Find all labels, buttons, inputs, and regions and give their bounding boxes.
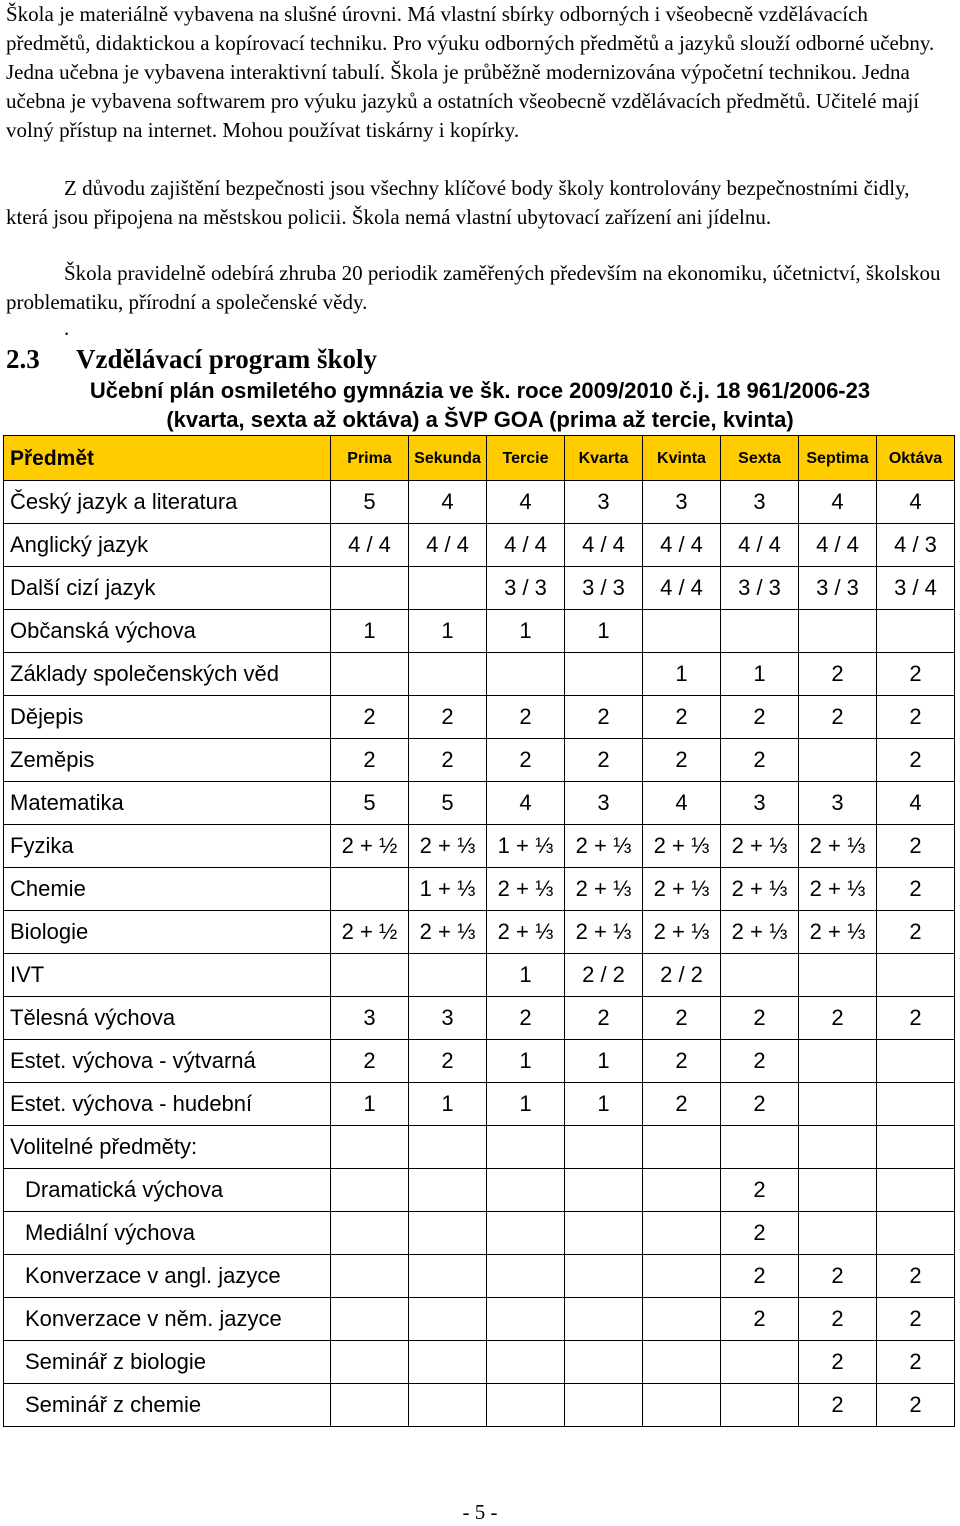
hours-cell: 2 [409,1040,487,1083]
table-title-line1: Učební plán osmiletého gymnázia ve šk. roce 2009/2010 č.j. 18 961/2006-23 [89,378,871,403]
section-number: 2.3 [6,344,40,374]
hours-cell: 2 / 2 [643,954,721,997]
hours-cell: 3 / 3 [565,567,643,610]
hours-cell [487,1126,565,1169]
hours-cell [643,1169,721,1212]
hours-cell [409,1255,487,1298]
hours-cell: 2 [565,739,643,782]
table-row [4,481,955,524]
hours-cell [877,1040,955,1083]
header-year: Sekunda [409,436,487,481]
table-row [4,782,955,825]
hours-cell: 4 / 4 [643,524,721,567]
hours-cell [643,1212,721,1255]
hours-cell [799,1212,877,1255]
hours-cell [487,1212,565,1255]
hours-cell: 1 [487,610,565,653]
table-row [4,524,955,567]
hours-cell: 4 / 4 [565,524,643,567]
hours-cell: 2 + ⅓ [799,911,877,954]
hours-cell: 3 [409,997,487,1040]
hours-cell [643,1341,721,1384]
hours-cell [877,1083,955,1126]
hours-cell: 3 [721,481,799,524]
hours-cell [487,1341,565,1384]
hours-cell [799,610,877,653]
paragraph-security-text: Z důvodu zajištění bezpečnosti jsou všechny klíčové body školy kontrolovány bezpečnostními čidly, která jsou připojena na městskou policii. Škola nemá vlastní ubytovací zařízení ani jídelnu. [6,176,910,229]
hours-cell: 4 / 3 [877,524,955,567]
hours-cell: 1 [409,610,487,653]
hours-cell: 2 + ⅓ [643,911,721,954]
hours-cell [487,1384,565,1427]
hours-cell [877,954,955,997]
hours-cell: 2 [331,696,409,739]
hours-cell: 2 + ⅓ [565,868,643,911]
subject-cell: Estet. výchova - hudební [4,1083,331,1126]
hours-cell [721,1126,799,1169]
hours-cell [799,1126,877,1169]
hours-cell: 2 [721,1040,799,1083]
hours-cell: 1 [565,1083,643,1126]
hours-cell: 2 [799,1255,877,1298]
section-heading [6,344,377,375]
hours-cell: 2 [877,911,955,954]
table-row [4,1126,955,1169]
hours-cell [643,1298,721,1341]
hours-cell: 2 [877,1298,955,1341]
table-header-row [4,436,955,481]
hours-cell: 2 + ⅓ [565,911,643,954]
table-row [4,1169,955,1212]
hours-cell [487,1298,565,1341]
hours-cell: 3 / 3 [799,567,877,610]
subject-cell: Dramatická výchova [4,1169,331,1212]
hours-cell: 3 [799,782,877,825]
hours-cell [487,653,565,696]
table-row [4,1255,955,1298]
hours-cell [565,1126,643,1169]
hours-cell: 2 [721,1255,799,1298]
hours-cell: 2 [331,1040,409,1083]
subject-cell: IVT [4,954,331,997]
hours-cell: 1 [565,1040,643,1083]
hours-cell [643,1126,721,1169]
subject-cell: Dějepis [4,696,331,739]
hours-cell: 5 [331,782,409,825]
table-row [4,1083,955,1126]
table-row [4,567,955,610]
table-row [4,997,955,1040]
hours-cell: 2 [721,1169,799,1212]
hours-cell: 1 [331,1083,409,1126]
hours-cell [331,567,409,610]
hours-cell [799,1083,877,1126]
hours-cell [409,1169,487,1212]
hours-cell [877,1212,955,1255]
hours-cell [409,954,487,997]
hours-cell: 5 [331,481,409,524]
hours-cell: 2 + ⅓ [409,911,487,954]
hours-cell: 1 [331,610,409,653]
hours-cell [331,954,409,997]
hours-cell: 2 [799,1298,877,1341]
hours-cell: 2 + ⅓ [721,868,799,911]
hours-cell: 2 + ⅓ [721,825,799,868]
subject-cell: Fyzika [4,825,331,868]
hours-cell [409,1341,487,1384]
hours-cell: 2 [721,1298,799,1341]
hours-cell: 2 [721,1083,799,1126]
subject-cell: Seminář z chemie [4,1384,331,1427]
hours-cell: 2 [643,1083,721,1126]
hours-cell: 2 [721,997,799,1040]
hours-cell [331,1126,409,1169]
hours-cell [799,739,877,782]
hours-cell: 2 [799,997,877,1040]
hours-cell: 1 + ⅓ [487,825,565,868]
hours-cell [799,1169,877,1212]
table-row [4,739,955,782]
hours-cell [721,954,799,997]
curriculum-table [3,435,955,1427]
hours-cell [799,1040,877,1083]
hours-cell: 2 [643,696,721,739]
hours-cell: 1 [487,1083,565,1126]
hours-cell: 2 [487,739,565,782]
subject-cell: Další cizí jazyk [4,567,331,610]
hours-cell [331,1169,409,1212]
subject-cell: Konverzace v něm. jazyce [4,1298,331,1341]
hours-cell: 2 + ⅓ [643,825,721,868]
subject-cell: Český jazyk a literatura [4,481,331,524]
hours-cell: 4 [409,481,487,524]
hours-cell [721,1341,799,1384]
subject-cell: Chemie [4,868,331,911]
hours-cell: 4 / 4 [331,524,409,567]
header-year: Kvarta [565,436,643,481]
hours-cell [409,1298,487,1341]
table-row [4,825,955,868]
subject-cell: Tělesná výchova [4,997,331,1040]
paragraph-equipment: Škola je materiálně vybavena na slušné úrovni. Má vlastní sbírky odborných i všeobecně vzdělávacích předmětů, didaktickou a kopírovací techniku. Pro výuku odborných předmětů a jazyků slouží odborné učebny. Jedna učebna je vybavena interaktivní tabulí. Škola je průběžně modernizována výpočetní technikou. Jedna učebna je vybavena softwarem pro výuku jazyků a ostatních všeobecně vzdělávacích předmětů. Učitelé mají volný přístup na internet. Mohou používat tiskárny i kopírky. [6,2,935,142]
hours-cell: 2 [643,1040,721,1083]
hours-cell: 4 [487,782,565,825]
header-year: Kvinta [643,436,721,481]
hours-cell [331,1255,409,1298]
hours-cell: 1 [487,1040,565,1083]
subject-cell: Matematika [4,782,331,825]
hours-cell: 4 / 4 [643,567,721,610]
hours-cell: 2 [877,1255,955,1298]
hours-cell: 2 [877,825,955,868]
hours-cell: 2 [799,1384,877,1427]
hours-cell [409,653,487,696]
hours-cell: 2 [409,696,487,739]
hours-cell [565,1212,643,1255]
subject-cell: Zeměpis [4,739,331,782]
table-row [4,1384,955,1427]
hours-cell: 2 [877,1341,955,1384]
hours-cell [643,610,721,653]
hours-cell: 3 [721,782,799,825]
header-year: Tercie [487,436,565,481]
hours-cell [565,1384,643,1427]
hours-cell: 3 / 4 [877,567,955,610]
hours-cell: 2 [487,696,565,739]
hours-cell: 2 + ⅓ [487,868,565,911]
table-row [4,653,955,696]
hours-cell: 2 + ⅓ [643,868,721,911]
hours-cell: 4 [487,481,565,524]
hours-cell: 1 [721,653,799,696]
hours-cell: 3 [565,481,643,524]
hours-cell [721,610,799,653]
hours-cell: 2 [643,739,721,782]
hours-cell: 2 [565,997,643,1040]
hours-cell [877,1126,955,1169]
table-row [4,868,955,911]
stray-dot: . [64,316,70,340]
hours-cell: 2 + ⅓ [799,868,877,911]
hours-cell [331,1384,409,1427]
header-subject: Předmět [4,436,331,481]
hours-cell [721,1384,799,1427]
hours-cell: 4 [799,481,877,524]
hours-cell: 1 + ⅓ [409,868,487,911]
subject-cell: Estet. výchova - výtvarná [4,1040,331,1083]
hours-cell: 2 + ½ [331,825,409,868]
header-year: Sexta [721,436,799,481]
hours-cell: 2 [721,696,799,739]
hours-cell [409,1384,487,1427]
hours-cell: 2 [799,1341,877,1384]
hours-cell: 3 / 3 [487,567,565,610]
hours-cell [331,1298,409,1341]
hours-cell: 3 [565,782,643,825]
hours-cell: 2 [331,739,409,782]
hours-cell: 4 [643,782,721,825]
table-row [4,954,955,997]
hours-cell [565,653,643,696]
hours-cell: 5 [409,782,487,825]
hours-cell [409,1126,487,1169]
hours-cell [877,610,955,653]
hours-cell: 2 [799,653,877,696]
hours-cell: 2 + ⅓ [487,911,565,954]
hours-cell: 2 [877,1384,955,1427]
hours-cell [799,954,877,997]
hours-cell [877,1169,955,1212]
hours-cell: 2 + ⅓ [721,911,799,954]
hours-cell [565,1341,643,1384]
paragraph-security [6,174,952,232]
paragraph-periodicals-text: Škola pravidelně odebírá zhruba 20 periodik zaměřených především na ekonomiku, účetnictví, školskou problematiku, přírodní a společenské vědy. [6,261,941,314]
hours-cell: 4 [877,481,955,524]
hours-cell: 2 [643,997,721,1040]
hours-cell [331,868,409,911]
subject-cell: Občanská výchova [4,610,331,653]
hours-cell [331,1212,409,1255]
table-row [4,1298,955,1341]
table-row [4,1341,955,1384]
hours-cell: 4 / 4 [409,524,487,567]
hours-cell: 2 [721,1212,799,1255]
section-title: Vzdělávací program školy [76,344,377,374]
hours-cell: 2 [487,997,565,1040]
hours-cell: 3 [643,481,721,524]
hours-cell [643,1384,721,1427]
table-row [4,911,955,954]
table-row [4,1040,955,1083]
table-row [4,1212,955,1255]
subject-cell: Biologie [4,911,331,954]
subject-cell: Volitelné předměty: [4,1126,331,1169]
hours-cell [409,567,487,610]
hours-cell: 1 [487,954,565,997]
hours-cell: 2 [409,739,487,782]
hours-cell: 3 / 3 [721,567,799,610]
hours-cell: 2 + ⅓ [799,825,877,868]
hours-cell [487,1255,565,1298]
subject-cell: Mediální výchova [4,1212,331,1255]
header-year: Septima [799,436,877,481]
hours-cell: 2 [877,997,955,1040]
header-year: Oktáva [877,436,955,481]
hours-cell: 1 [409,1083,487,1126]
hours-cell: 4 / 4 [721,524,799,567]
table-row [4,610,955,653]
hours-cell: 2 [799,696,877,739]
paragraph-periodicals [6,259,952,317]
hours-cell: 2 [877,868,955,911]
hours-cell [565,1298,643,1341]
hours-cell [643,1255,721,1298]
hours-cell: 4 [877,782,955,825]
table-row [4,696,955,739]
hours-cell: 2 / 2 [565,954,643,997]
subject-cell: Konverzace v angl. jazyce [4,1255,331,1298]
subject-cell: Anglický jazyk [4,524,331,567]
subject-cell: Základy společenských věd [4,653,331,696]
hours-cell [565,1255,643,1298]
page-number: - 5 - [462,1500,498,1524]
hours-cell [409,1212,487,1255]
hours-cell: 2 + ⅓ [409,825,487,868]
hours-cell: 1 [565,610,643,653]
hours-cell: 4 / 4 [487,524,565,567]
hours-cell: 2 + ½ [331,911,409,954]
hours-cell: 2 [565,696,643,739]
hours-cell [565,1169,643,1212]
header-year: Prima [331,436,409,481]
hours-cell: 1 [643,653,721,696]
subject-cell: Seminář z biologie [4,1341,331,1384]
hours-cell: 2 [877,696,955,739]
hours-cell: 3 [331,997,409,1040]
hours-cell: 2 + ⅓ [565,825,643,868]
hours-cell [331,1341,409,1384]
hours-cell [331,653,409,696]
hours-cell [487,1169,565,1212]
hours-cell: 2 [877,653,955,696]
table-title-line2: (kvarta, sexta až oktáva) a ŠVP GOA (prima až tercie, kvinta) [166,407,794,432]
hours-cell: 2 [877,739,955,782]
hours-cell: 2 [721,739,799,782]
hours-cell: 4 / 4 [799,524,877,567]
